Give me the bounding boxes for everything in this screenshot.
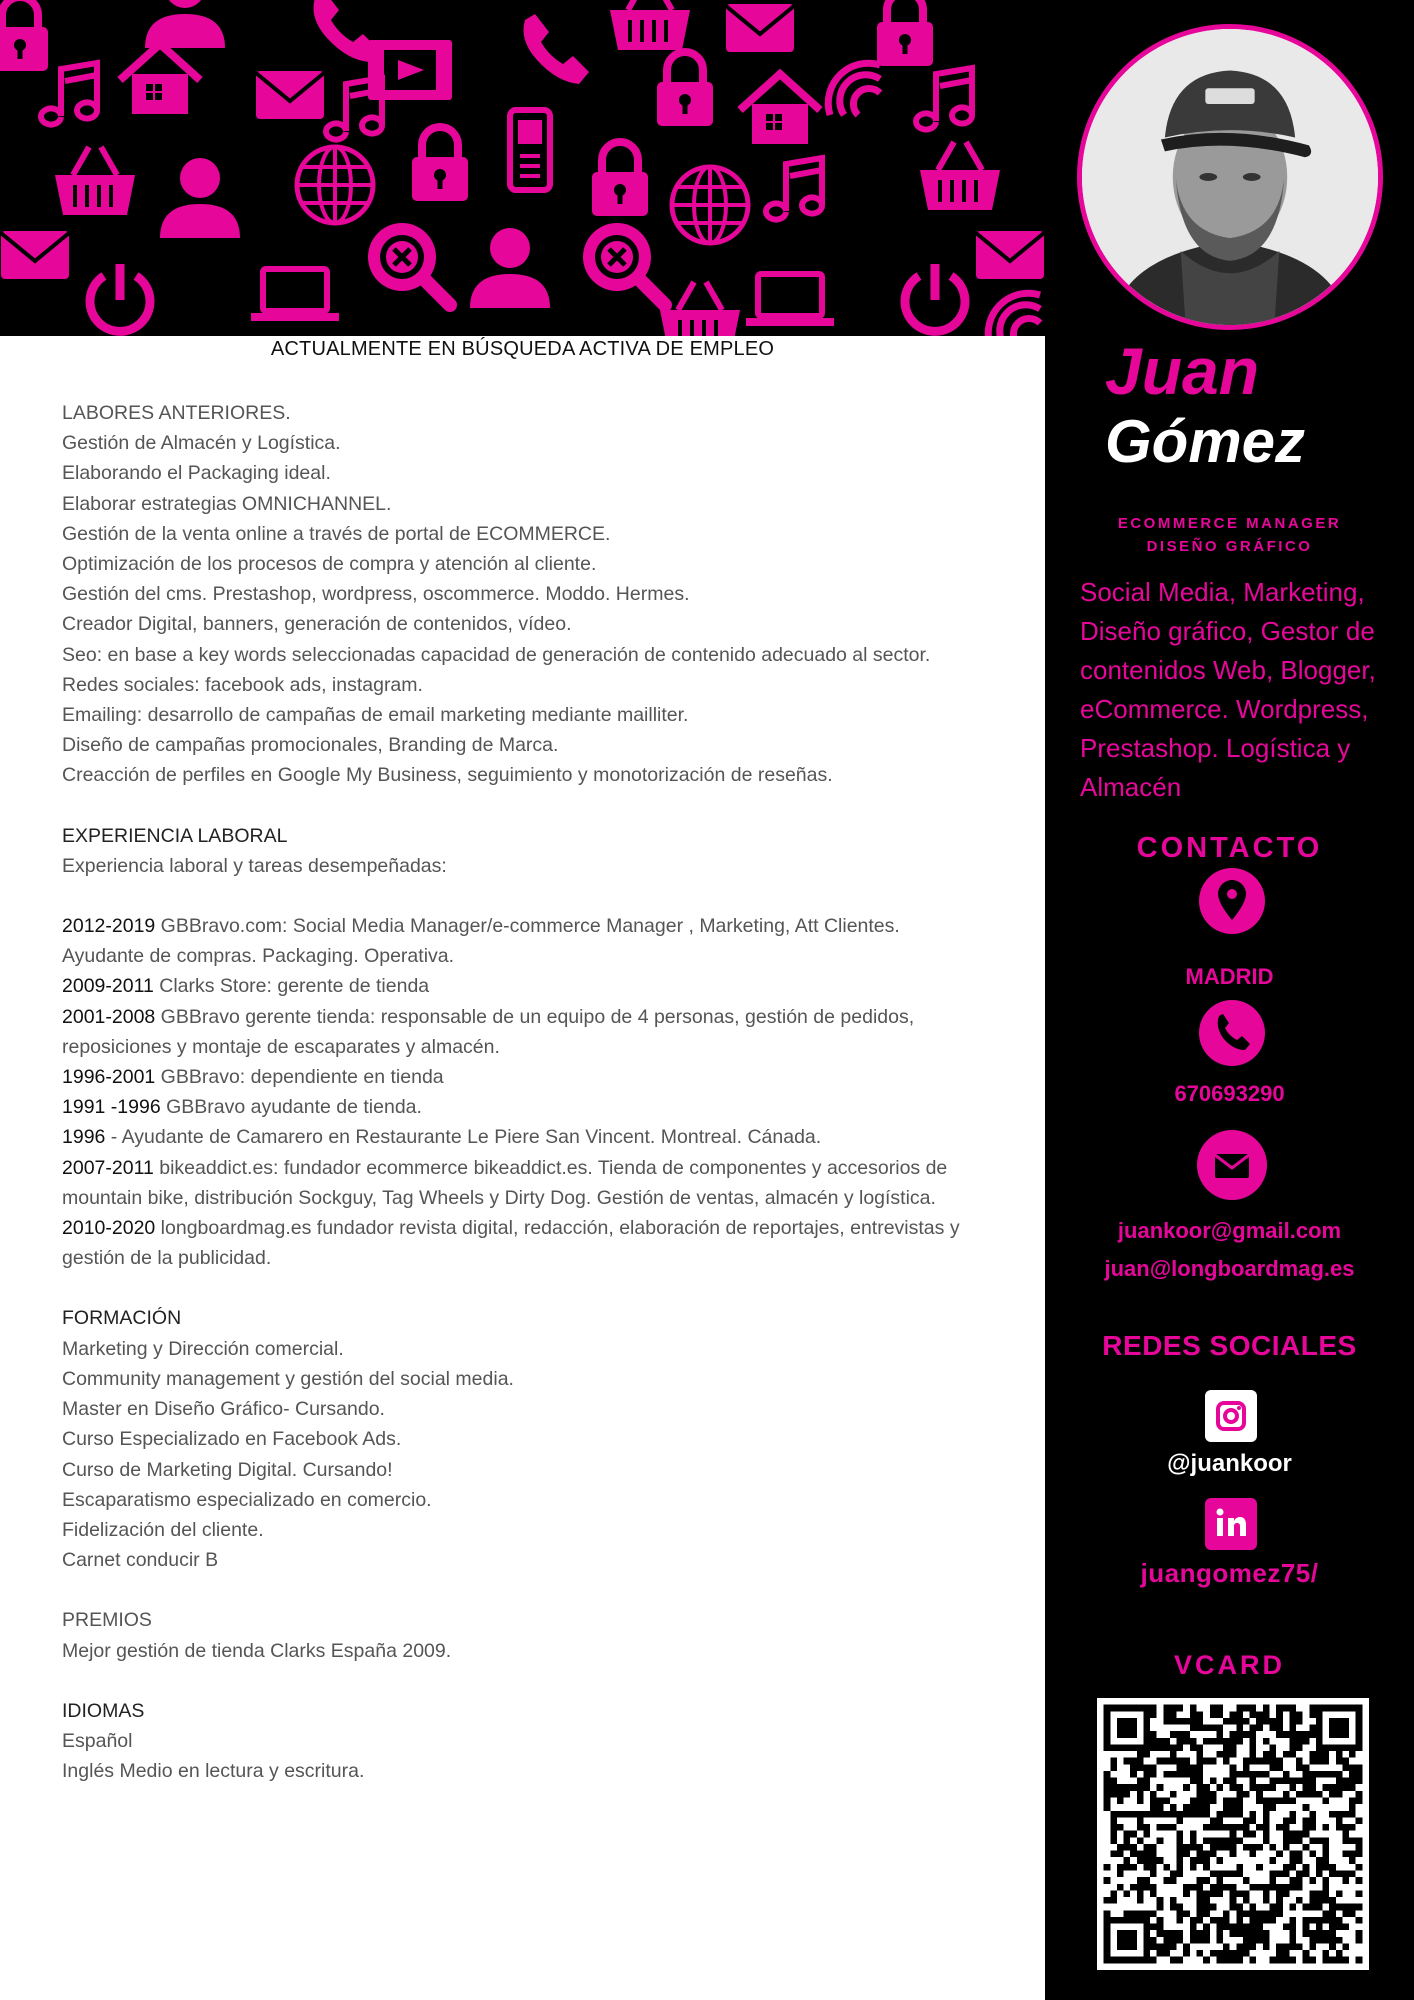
header-banner [0, 0, 1045, 336]
section-title: PREMIOS [62, 1609, 152, 1632]
section-idiomas [62, 1696, 982, 1787]
section-labores [62, 398, 982, 791]
experience-years: 2010-2020 [62, 1217, 156, 1240]
vcard-title: VCARD [1173, 1650, 1285, 1680]
experience-years: 2007-2011 [62, 1156, 154, 1179]
list-item: Curso de Marketing Digital. Cursando! [62, 1458, 393, 1481]
list-item: Mejor gestión de tienda Clarks España 2009. [62, 1639, 452, 1662]
experience-years: 2009-2011 [62, 975, 154, 998]
social-title: REDES SOCIALES [1102, 1330, 1357, 1361]
section-title: EXPERIENCIA LABORAL [62, 824, 288, 847]
experience-years: 1996 [62, 1126, 106, 1149]
section-title: IDIOMAS [62, 1699, 145, 1722]
main-column [62, 398, 982, 1816]
list-item: Master en Diseño Gráfico- Cursando. [62, 1398, 385, 1421]
list-item: Escaparatismo especializado en comercio. [62, 1488, 432, 1511]
list-item: Creacción de perfiles en Google My Business, seguimiento y monotorización de reseñas. [62, 764, 833, 787]
list-item: Curso Especializado en Facebook Ads. [62, 1428, 402, 1451]
list-item: Gestión del cms. Prestashop, wordpress, oscommerce. Moddo. Hermes. [62, 583, 690, 606]
experience-text: Clarks Store: gerente de tienda [153, 975, 430, 998]
instagram-icon[interactable] [1205, 1390, 1257, 1442]
banner-pattern [0, 0, 1044, 336]
experience-text: bikeaddict.es: fundador ecommerce bikeaddict.es. Tienda de componentes y accesorios de mountain bike, distribución Sockguy, Tag Wheels y Dirty Dog. Gestión de ventas, almacén y logística. [62, 1156, 948, 1209]
linkedin-icon[interactable] [1205, 1498, 1257, 1550]
spacer [62, 881, 982, 911]
last-name: Gómez [1105, 408, 1306, 475]
list-item: Elaborar estrategias OMNICHANNEL. [62, 492, 392, 515]
list-item: Community management y gestión del social media. [62, 1367, 514, 1390]
experience-text: - Ayudante de Camarero en Restaurante Le Piere San Vincent. Montreal. Cánada. [105, 1126, 822, 1149]
sidebar [1045, 0, 1414, 2000]
list-item: Gestión de la venta online a través de portal de ECOMMERCE. [62, 522, 611, 545]
contact-phone[interactable]: 670693290 [1174, 1081, 1285, 1106]
list-item: Gestión de Almacén y Logística. [62, 432, 341, 455]
list-item: Elaborando el Packaging ideal. [62, 462, 331, 485]
experience-item [62, 1002, 982, 1062]
skills-summary: Social Media, Marketing, Diseño gráfico, Gestor de contenidos Web, Blogger, eCommerce. Wordpress, Prestashop. Logística y Almacén [1080, 577, 1376, 802]
mail-icon [1197, 1130, 1267, 1200]
experience-years: 1996-2001 [62, 1066, 156, 1089]
list-item: Fidelización del cliente. [62, 1518, 264, 1541]
experience-item [62, 1153, 982, 1213]
experience-text: GBBravo: dependiente en tienda [155, 1066, 444, 1089]
list-item: Creador Digital, banners, generación de contenidos, vídeo. [62, 613, 572, 636]
experience-item [62, 1213, 982, 1273]
contact-title: CONTACTO [1136, 832, 1323, 864]
vcard-qr-code[interactable] [1097, 1698, 1369, 1970]
contact-email-1[interactable]: juankoor@gmail.com [1117, 1218, 1342, 1243]
first-name: Juan [1105, 334, 1260, 408]
linkedin-handle[interactable]: juangomez75/ [1140, 1558, 1319, 1588]
section-experiencia [62, 821, 982, 1274]
experience-item [62, 911, 982, 971]
list-item: Carnet conducir B [62, 1549, 219, 1572]
phone-icon [1199, 1000, 1265, 1066]
experience-item [62, 971, 982, 1001]
contact-location: MADRID [1185, 964, 1274, 989]
job-status: ACTUALMENTE EN BÚSQUEDA ACTIVA DE EMPLEO [270, 338, 775, 360]
location-pin-icon [1199, 868, 1265, 934]
avatar [1077, 24, 1383, 330]
list-item: Español [62, 1729, 133, 1752]
list-item: Emailing: desarrollo de campañas de email marketing mediante mailliter. [62, 704, 689, 727]
experience-years: 2001-2008 [62, 1005, 156, 1028]
instagram-handle[interactable]: @juankoor [1167, 1450, 1292, 1477]
list-item: Marketing y Dirección comercial. [62, 1337, 344, 1360]
experience-item [62, 1092, 982, 1122]
experience-text: GBBravo ayudante de tienda. [160, 1096, 422, 1119]
section-title: LABORES ANTERIORES. [62, 402, 291, 424]
experience-years: 1991 -1996 [62, 1096, 161, 1119]
job-role [1045, 512, 1414, 558]
experience-text: GBBravo.com: Social Media Manager/e-commerce Manager , Marketing, Att Clientes. Ayudante de compras. Packaging. Operativa. [62, 915, 900, 968]
role-line: DISEÑO GRÁFICO [1146, 538, 1313, 555]
experience-years: 2012-2019 [62, 915, 156, 938]
section-formacion [62, 1303, 982, 1575]
contact-email-2[interactable]: juan@longboardmag.es [1104, 1256, 1355, 1281]
list-item: Inglés Medio en lectura y escritura. [62, 1760, 365, 1783]
list-item: Seo: en base a key words seleccionadas capacidad de generación de contenido adecuado al sector. [62, 643, 931, 666]
list-item: Diseño de campañas promocionales, Branding de Marca. [62, 734, 559, 757]
section-premios [62, 1605, 982, 1665]
experience-item [62, 1122, 982, 1152]
section-title: FORMACIÓN [62, 1307, 182, 1330]
experience-text: GBBravo gerente tienda: responsable de un equipo de 4 personas, gestión de pedidos, reposiciones y montaje de escaparates y almacén. [62, 1005, 915, 1058]
experience-text: longboardmag.es fundador revista digital, redacción, elaboración de reportajes, entrevistas y gestión de la publicidad. [62, 1217, 960, 1270]
role-line: ECOMMERCE MANAGER [1117, 515, 1342, 532]
list-item: Optimización de los procesos de compra y atención al cliente. [62, 553, 597, 576]
experience-item [62, 1062, 982, 1092]
list-item: Redes sociales: facebook ads, instagram. [62, 673, 423, 696]
section-intro: Experiencia laboral y tareas desempeñadas: [62, 854, 447, 877]
